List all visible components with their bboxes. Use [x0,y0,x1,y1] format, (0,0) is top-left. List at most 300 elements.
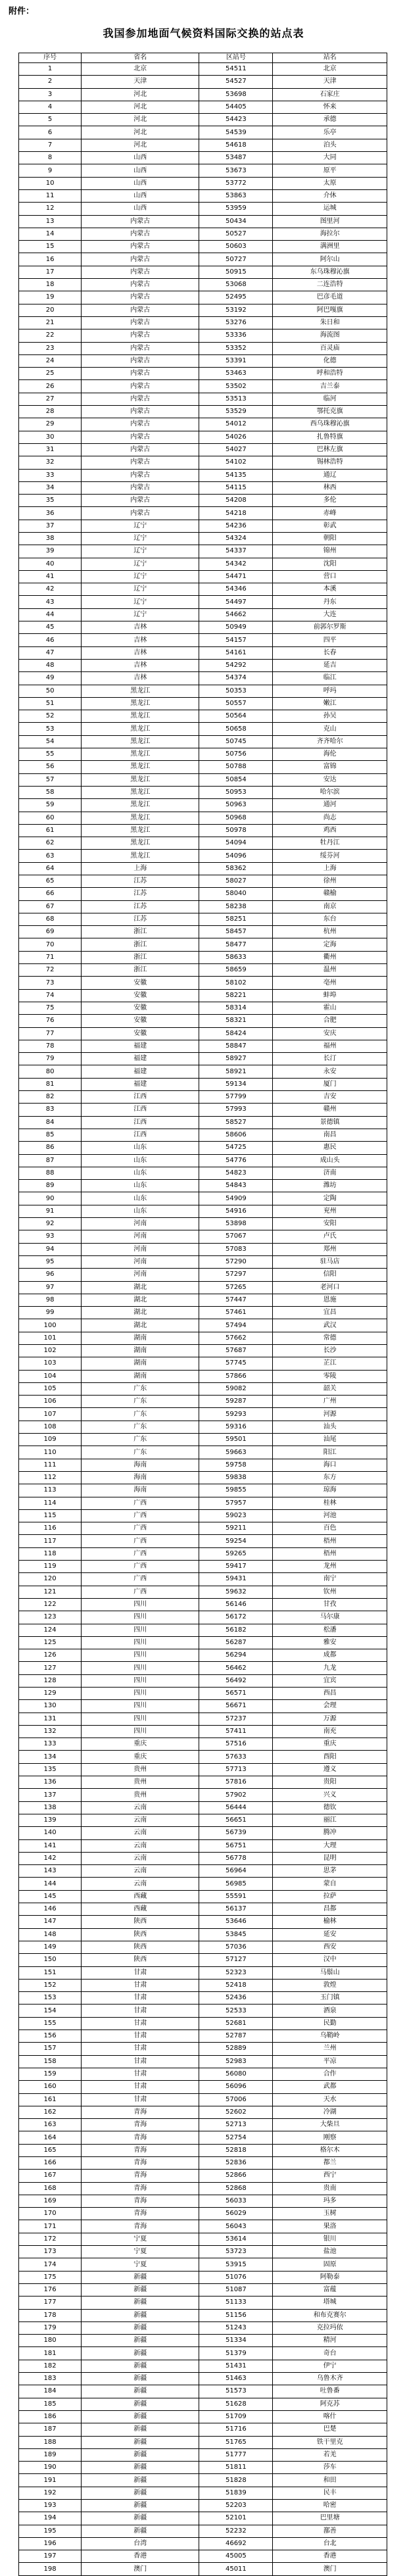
table-row [19,977,387,989]
table-row [19,520,387,532]
cell-station-name: 昆明 [273,1852,387,1864]
cell-serial: 53 [19,723,82,735]
cell-serial: 2 [19,76,82,88]
table-row [19,316,387,329]
cell-station-id: 57687 [199,1344,273,1357]
cell-province: 青海 [82,2182,199,2195]
cell-serial: 156 [19,2030,82,2043]
table-row [19,2043,387,2055]
table-row [19,1370,387,1382]
cell-province: 陕西 [82,1916,199,1928]
cell-station-id: 58027 [199,875,273,888]
cell-province: 广东 [82,1434,199,1446]
cell-serial: 12 [19,203,82,215]
table-row [19,495,387,507]
cell-serial: 110 [19,1446,82,1459]
cell-station-name: 玛多 [273,2195,387,2207]
table-row [19,1890,387,1903]
cell-province: 贵州 [82,1789,199,1801]
cell-serial: 27 [19,393,82,405]
cell-province: 山西 [82,164,199,177]
cell-station-id: 51777 [199,2448,273,2461]
cell-province: 黑龙江 [82,723,199,735]
cell-province: 福建 [82,1053,199,1065]
cell-station-name: 和田 [273,2474,387,2487]
cell-serial: 193 [19,2500,82,2512]
cell-station-name: 盐池 [273,2246,387,2258]
table-row [19,1471,387,1484]
cell-province: 内蒙古 [82,456,199,469]
table-row [19,1674,387,1687]
cell-station-name: 济南 [273,1167,387,1179]
cell-serial: 187 [19,2423,82,2436]
cell-station-name: 腾冲 [273,1827,387,1839]
cell-serial: 88 [19,1167,82,1179]
cell-station-id: 50353 [199,685,273,697]
cell-serial: 167 [19,2170,82,2182]
cell-station-name: 怀来 [273,101,387,113]
cell-serial: 83 [19,1104,82,1116]
cell-station-name: 绥芬河 [273,850,387,862]
table-row [19,1941,387,1953]
cell-station-id: 50968 [199,812,273,824]
table-row [19,456,387,469]
cell-serial: 171 [19,2220,82,2233]
cell-station-id: 54662 [199,608,273,621]
table-row [19,2055,387,2068]
cell-serial: 166 [19,2156,82,2169]
cell-serial: 102 [19,1344,82,1357]
table-row [19,1839,387,1852]
cell-station-id: 54405 [199,101,273,113]
cell-serial: 28 [19,406,82,418]
cell-station-name: 哈尔滨 [273,786,387,798]
cell-station-name: 介休 [273,189,387,202]
table-row [19,342,387,354]
cell-serial: 63 [19,850,82,862]
table-row [19,279,387,291]
cell-station-name: 重庆 [273,1738,387,1751]
cell-station-name: 固原 [273,2258,387,2271]
cell-province: 黑龙江 [82,812,199,824]
table-row [19,1636,387,1649]
table-row [19,2017,387,2029]
table-row [19,761,387,773]
cell-station-id: 56571 [199,1688,273,1700]
cell-station-id: 54026 [199,431,273,443]
cell-station-name: 若羌 [273,2448,387,2461]
table-row [19,1129,387,1141]
cell-station-name: 松潘 [273,1624,387,1636]
cell-station-id: 52836 [199,2156,273,2169]
cell-serial: 194 [19,2512,82,2525]
table-row [19,2512,387,2525]
table-row [19,329,387,342]
cell-province: 江苏 [82,888,199,900]
cell-station-id: 54471 [199,570,273,583]
table-row [19,888,387,900]
cell-province: 海南 [82,1471,199,1484]
table-row [19,2436,387,2448]
table-row [19,1421,387,1433]
cell-station-id: 56080 [199,2068,273,2080]
cell-serial: 8 [19,152,82,164]
cell-station-name: 思茅 [273,1865,387,1878]
table-row [19,1408,387,1421]
cell-serial: 29 [19,418,82,431]
cell-station-name: 兴义 [273,1789,387,1801]
cell-province: 黑龙江 [82,697,199,710]
cell-station-id: 59082 [199,1382,273,1395]
cell-station-id: 52754 [199,2131,273,2144]
cell-province: 云南 [82,1827,199,1839]
cell-serial: 11 [19,189,82,202]
cell-station-name: 广州 [273,1396,387,1408]
cell-province: 四川 [82,1636,199,1649]
cell-province: 吉林 [82,646,199,659]
cell-station-id: 57067 [199,1230,273,1243]
table-row [19,2081,387,2093]
cell-station-id: 50756 [199,748,273,761]
cell-province: 青海 [82,2131,199,2144]
cell-province: 新疆 [82,2373,199,2385]
cell-serial: 172 [19,2233,82,2245]
table-row [19,1015,387,1027]
cell-station-name: 大连 [273,608,387,621]
cell-serial: 30 [19,431,82,443]
cell-station-name: 格尔木 [273,2144,387,2156]
cell-station-name: 原平 [273,164,387,177]
cell-station-name: 香港 [273,2550,387,2563]
table-row [19,2220,387,2233]
cell-station-id: 54157 [199,634,273,646]
cell-serial: 173 [19,2246,82,2258]
cell-serial: 119 [19,1561,82,1573]
cell-province: 黑龙江 [82,786,199,798]
cell-station-name: 大同 [273,152,387,164]
cell-serial: 39 [19,545,82,558]
table-row [19,2448,387,2461]
table-row [19,2119,387,2131]
cell-province: 江苏 [82,913,199,925]
cell-station-id: 53915 [199,2258,273,2271]
cell-station-id: 54618 [199,139,273,151]
cell-serial: 24 [19,354,82,367]
table-row [19,723,387,735]
cell-station-id: 56462 [199,1662,273,1674]
table-row [19,621,387,634]
cell-serial: 3 [19,88,82,101]
cell-serial: 104 [19,1370,82,1382]
table-row [19,1180,387,1192]
cell-province: 内蒙古 [82,228,199,240]
cell-station-id: 59134 [199,1078,273,1090]
cell-station-id: 58921 [199,1065,273,1078]
cell-serial: 14 [19,228,82,240]
cell-station-id: 50564 [199,710,273,723]
cell-province: 内蒙古 [82,354,199,367]
cell-serial: 78 [19,1040,82,1052]
cell-station-name: 玉树 [273,2208,387,2220]
cell-serial: 101 [19,1332,82,1344]
cell-station-id: 50727 [199,253,273,266]
cell-station-name: 赣州 [273,1104,387,1116]
cell-station-id: 52868 [199,2182,273,2195]
cell-station-id: 51573 [199,2385,273,2398]
cell-station-name: 呼和浩特 [273,368,387,380]
cell-station-id: 58251 [199,913,273,925]
cell-province: 河北 [82,101,199,113]
cell-serial: 113 [19,1484,82,1497]
cell-serial: 153 [19,1992,82,2005]
header-row [19,53,387,63]
table-row [19,824,387,837]
cell-station-name: 延吉 [273,659,387,671]
cell-province: 黑龙江 [82,685,199,697]
cell-serial: 151 [19,1966,82,1979]
cell-station-id: 57237 [199,1713,273,1725]
cell-serial: 59 [19,799,82,812]
cell-province: 山东 [82,1192,199,1205]
cell-station-name: 通河 [273,799,387,812]
table-row [19,2106,387,2118]
cell-station-name: 亳州 [273,977,387,989]
cell-station-id: 56182 [199,1624,273,1636]
cell-serial: 120 [19,1573,82,1586]
cell-province: 湖南 [82,1332,199,1344]
cell-province: 吉林 [82,621,199,634]
cell-station-id: 54218 [199,507,273,520]
cell-province: 广西 [82,1497,199,1509]
header-station-name: 站名 [273,53,387,63]
cell-province: 重庆 [82,1751,199,1763]
table-row [19,2068,387,2080]
cell-province: 黑龙江 [82,761,199,773]
table-row [19,1142,387,1154]
cell-province: 黑龙江 [82,710,199,723]
cell-province: 内蒙古 [82,495,199,507]
cell-station-id: 56651 [199,1814,273,1826]
cell-province: 内蒙古 [82,368,199,380]
cell-station-id: 50527 [199,228,273,240]
table-row [19,215,387,228]
cell-province: 甘肃 [82,2068,199,2080]
cell-serial: 89 [19,1180,82,1192]
cell-station-name: 武都 [273,2081,387,2093]
table-row [19,1688,387,1700]
table-row [19,1167,387,1179]
table-row [19,1611,387,1624]
cell-station-id: 54497 [199,596,273,608]
cell-station-id: 52203 [199,2500,273,2512]
cell-province: 内蒙古 [82,393,199,405]
cell-station-name: 龙州 [273,1561,387,1573]
table-row [19,1078,387,1090]
cell-station-id: 59838 [199,1471,273,1484]
cell-province: 广西 [82,1573,199,1586]
cell-serial: 19 [19,291,82,304]
table-row [19,2297,387,2309]
cell-serial: 146 [19,1903,82,1916]
cell-station-id: 52323 [199,1966,273,1979]
cell-station-name: 东乌珠穆沁旗 [273,266,387,278]
cell-station-id: 59431 [199,1573,273,1586]
cell-province: 广西 [82,1509,199,1522]
cell-station-id: 50745 [199,735,273,748]
table-row [19,266,387,278]
cell-province: 辽宁 [82,570,199,583]
table-row [19,431,387,443]
cell-province: 内蒙古 [82,329,199,342]
cell-station-name: 阳江 [273,1446,387,1459]
cell-station-name: 惠民 [273,1142,387,1154]
cell-station-id: 58477 [199,938,273,951]
table-row [19,2500,387,2512]
table-row [19,443,387,456]
table-row [19,1624,387,1636]
cell-station-name: 长沙 [273,1344,387,1357]
cell-station-id: 59417 [199,1561,273,1573]
cell-station-name: 大柴旦 [273,2119,387,2131]
table-row [19,2156,387,2169]
cell-station-id: 58424 [199,1027,273,1040]
cell-station-name: 丽江 [273,1814,387,1826]
cell-province: 四川 [82,1662,199,1674]
cell-station-id: 50949 [199,621,273,634]
cell-province: 甘肃 [82,2055,199,2068]
cell-serial: 33 [19,469,82,481]
table-row [19,354,387,367]
cell-station-id: 59632 [199,1586,273,1598]
cell-station-id: 53698 [199,88,273,101]
cell-province: 甘肃 [82,2081,199,2093]
cell-station-name: 马尔康 [273,1611,387,1624]
cell-station-name: 信阳 [273,1269,387,1281]
cell-station-name: 河池 [273,1509,387,1522]
cell-station-id: 57816 [199,1776,273,1789]
cell-station-name: 南昌 [273,1129,387,1141]
cell-serial: 21 [19,316,82,329]
cell-station-id: 53352 [199,342,273,354]
cell-province: 河南 [82,1230,199,1243]
cell-station-id: 57411 [199,1725,273,1738]
cell-station-name: 平凉 [273,2055,387,2068]
table-row [19,2321,387,2334]
cell-station-id: 59293 [199,1408,273,1421]
cell-station-name: 临河 [273,393,387,405]
cell-serial: 90 [19,1192,82,1205]
table-row [19,2271,387,2283]
cell-serial: 186 [19,2410,82,2423]
cell-serial: 149 [19,1941,82,1953]
cell-province: 辽宁 [82,520,199,532]
cell-station-name: 海伦 [273,748,387,761]
cell-province: 西藏 [82,1903,199,1916]
cell-serial: 148 [19,1928,82,1941]
table-row [19,164,387,177]
cell-station-id: 56137 [199,1903,273,1916]
table-row [19,748,387,761]
cell-station-id: 46692 [199,2537,273,2550]
cell-province: 黑龙江 [82,824,199,837]
cell-station-name: 尚志 [273,812,387,824]
cell-serial: 71 [19,951,82,963]
cell-serial: 97 [19,1281,82,1294]
cell-province: 青海 [82,2220,199,2233]
cell-serial: 163 [19,2119,82,2131]
cell-serial: 164 [19,2131,82,2144]
table-row [19,1751,387,1763]
cell-serial: 38 [19,532,82,545]
cell-serial: 35 [19,495,82,507]
cell-station-name: 钦州 [273,1586,387,1598]
cell-station-name: 克山 [273,723,387,735]
cell-station-name: 彰武 [273,520,387,532]
cell-serial: 178 [19,2309,82,2321]
cell-serial: 127 [19,1662,82,1674]
table-row [19,1446,387,1459]
cell-station-id: 52713 [199,2119,273,2131]
cell-province: 北京 [82,63,199,76]
cell-station-name: 锦州 [273,545,387,558]
cell-station-name: 南宁 [273,1573,387,1586]
cell-station-name: 扎鲁特旗 [273,431,387,443]
cell-serial: 16 [19,253,82,266]
cell-province: 内蒙古 [82,316,199,329]
table-row [19,2373,387,2385]
cell-serial: 188 [19,2436,82,2448]
cell-station-id: 56033 [199,2195,273,2207]
cell-serial: 174 [19,2258,82,2271]
table-row [19,1522,387,1535]
cell-station-id: 53192 [199,304,273,316]
cell-province: 内蒙古 [82,215,199,228]
cell-serial: 52 [19,710,82,723]
cell-station-name: 通辽 [273,469,387,481]
cell-serial: 44 [19,608,82,621]
table-row [19,2258,387,2271]
cell-station-name: 成山头 [273,1154,387,1167]
cell-province: 新疆 [82,2462,199,2474]
cell-serial: 77 [19,1027,82,1040]
table-row [19,481,387,494]
table-row [19,1700,387,1713]
cell-serial: 96 [19,1269,82,1281]
cell-province: 辽宁 [82,545,199,558]
table-row [19,1396,387,1408]
cell-station-id: 59501 [199,1434,273,1446]
cell-province: 湖南 [82,1357,199,1370]
cell-province: 江苏 [82,900,199,913]
table-row [19,1763,387,1776]
cell-station-id: 54539 [199,126,273,139]
cell-station-name: 本溪 [273,583,387,596]
cell-province: 贵州 [82,1763,199,1776]
cell-serial: 130 [19,1700,82,1713]
cell-station-name: 衢州 [273,951,387,963]
cell-station-name: 海口 [273,1459,387,1471]
cell-serial: 182 [19,2360,82,2372]
cell-serial: 36 [19,507,82,520]
cell-province: 澳门 [82,2563,199,2575]
table-row [19,1116,387,1129]
table-row [19,1382,387,1395]
table-row [19,177,387,189]
cell-station-id: 58606 [199,1129,273,1141]
table-row [19,659,387,671]
cell-serial: 106 [19,1396,82,1408]
cell-station-id: 58633 [199,951,273,963]
